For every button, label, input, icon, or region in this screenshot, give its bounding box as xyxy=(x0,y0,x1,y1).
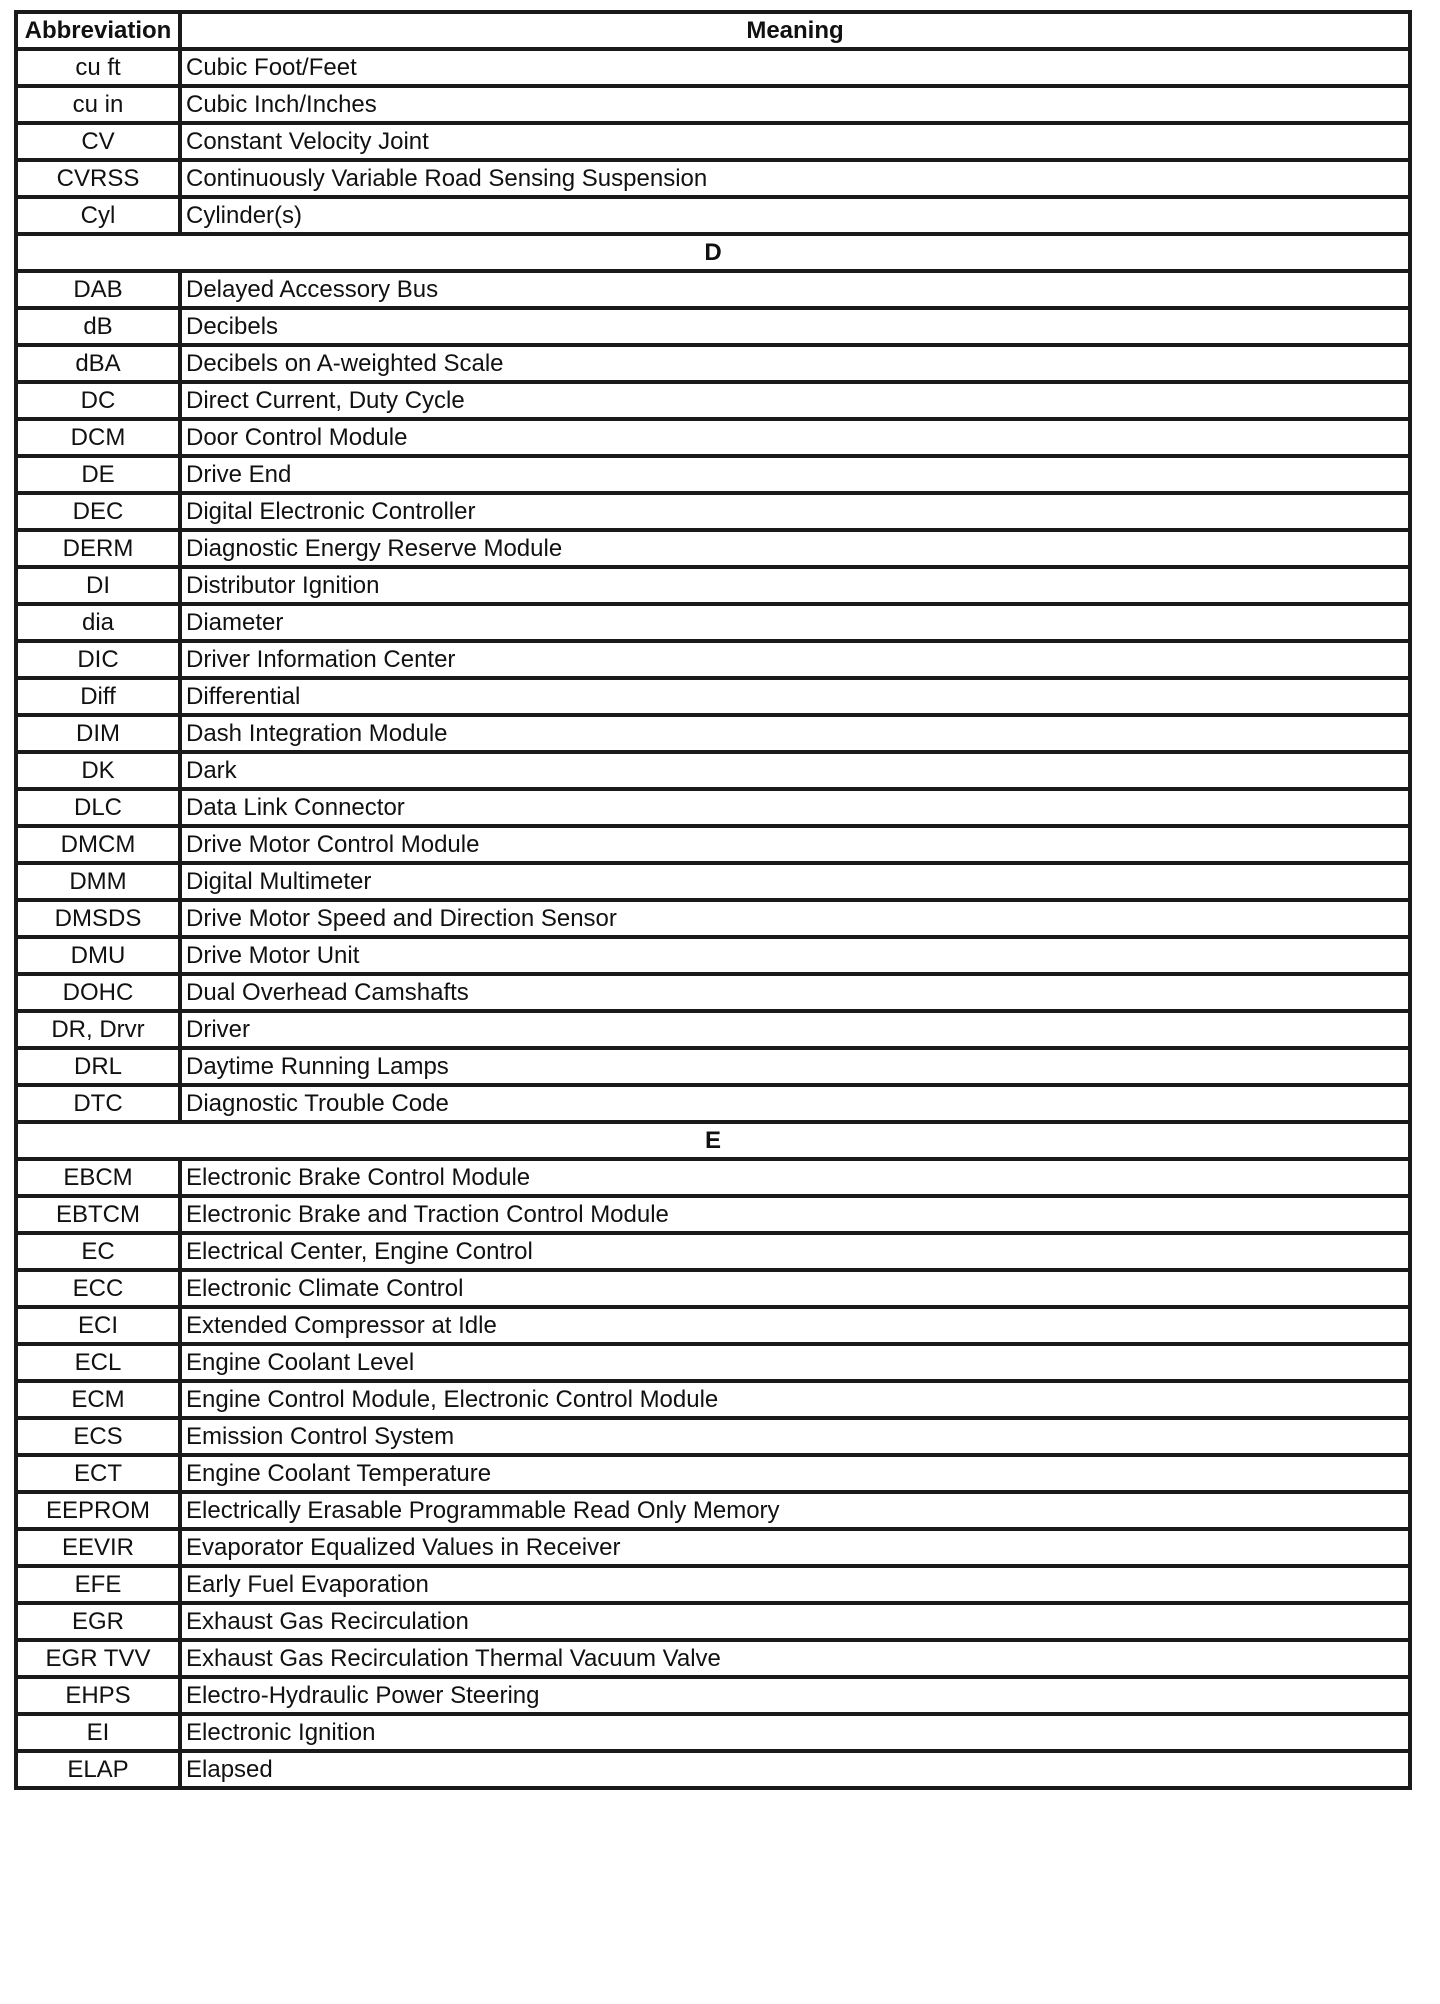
header-row xyxy=(16,12,1410,49)
abbreviation-cell: DCM xyxy=(16,419,180,456)
meaning-cell: Drive Motor Unit xyxy=(180,937,1410,974)
meaning-cell: Exhaust Gas Recirculation Thermal Vacuum Valve xyxy=(180,1640,1410,1677)
abbreviation-cell: DAB xyxy=(16,271,180,308)
meaning-cell: Daytime Running Lamps xyxy=(180,1048,1410,1085)
meaning-cell: Continuously Variable Road Sensing Suspension xyxy=(180,160,1410,197)
meaning-cell: Emission Control System xyxy=(180,1418,1410,1455)
abbreviation-cell: ECT xyxy=(16,1455,180,1492)
abbreviation-cell: EC xyxy=(16,1233,180,1270)
abbreviation-cell: EGR xyxy=(16,1603,180,1640)
meaning-cell: Drive End xyxy=(180,456,1410,493)
table-row xyxy=(16,308,1410,345)
abbreviation-cell: DMSDS xyxy=(16,900,180,937)
column-header-meaning: Meaning xyxy=(180,12,1410,49)
table-row xyxy=(16,530,1410,567)
table-row xyxy=(16,567,1410,604)
column-header-abbreviation: Abbreviation xyxy=(16,12,180,49)
table-row xyxy=(16,863,1410,900)
table-row xyxy=(16,382,1410,419)
table-row xyxy=(16,1196,1410,1233)
meaning-cell: Electronic Brake Control Module xyxy=(180,1159,1410,1196)
meaning-cell: Engine Coolant Level xyxy=(180,1344,1410,1381)
table-row xyxy=(16,1048,1410,1085)
table-row xyxy=(16,1418,1410,1455)
abbreviation-cell: Diff xyxy=(16,678,180,715)
table-row xyxy=(16,1381,1410,1418)
abbreviation-cell: DC xyxy=(16,382,180,419)
section-header-row xyxy=(16,234,1410,271)
table-row xyxy=(16,1307,1410,1344)
meaning-cell: Electro-Hydraulic Power Steering xyxy=(180,1677,1410,1714)
meaning-cell: Delayed Accessory Bus xyxy=(180,271,1410,308)
abbreviation-cell: DMM xyxy=(16,863,180,900)
meaning-cell: Diagnostic Trouble Code xyxy=(180,1085,1410,1122)
table-row xyxy=(16,197,1410,234)
abbreviation-cell: DI xyxy=(16,567,180,604)
meaning-cell: Dark xyxy=(180,752,1410,789)
abbreviation-cell: ECM xyxy=(16,1381,180,1418)
abbreviation-cell: DIC xyxy=(16,641,180,678)
meaning-cell: Engine Coolant Temperature xyxy=(180,1455,1410,1492)
abbreviation-cell: CVRSS xyxy=(16,160,180,197)
abbreviation-cell: EEVIR xyxy=(16,1529,180,1566)
abbreviation-cell: ECC xyxy=(16,1270,180,1307)
table-row xyxy=(16,937,1410,974)
meaning-cell: Elapsed xyxy=(180,1751,1410,1788)
meaning-cell: Early Fuel Evaporation xyxy=(180,1566,1410,1603)
abbreviation-cell: DMCM xyxy=(16,826,180,863)
table-row xyxy=(16,1011,1410,1048)
table-row xyxy=(16,900,1410,937)
meaning-cell: Extended Compressor at Idle xyxy=(180,1307,1410,1344)
abbreviation-cell: DLC xyxy=(16,789,180,826)
abbreviation-cell: cu in xyxy=(16,86,180,123)
abbreviation-cell: DK xyxy=(16,752,180,789)
meaning-cell: Door Control Module xyxy=(180,419,1410,456)
table-row xyxy=(16,1344,1410,1381)
abbreviation-cell: EHPS xyxy=(16,1677,180,1714)
table-row xyxy=(16,1085,1410,1122)
table-row xyxy=(16,1677,1410,1714)
meaning-cell: Drive Motor Control Module xyxy=(180,826,1410,863)
abbreviation-cell: EFE xyxy=(16,1566,180,1603)
table-body xyxy=(16,49,1410,1788)
abbreviation-cell: ECS xyxy=(16,1418,180,1455)
abbreviation-cell: EEPROM xyxy=(16,1492,180,1529)
table-row xyxy=(16,493,1410,530)
meaning-cell: Driver Information Center xyxy=(180,641,1410,678)
abbreviation-cell: DR, Drvr xyxy=(16,1011,180,1048)
table-row xyxy=(16,1714,1410,1751)
abbreviation-cell: Cyl xyxy=(16,197,180,234)
table-row xyxy=(16,678,1410,715)
meaning-cell: Electrical Center, Engine Control xyxy=(180,1233,1410,1270)
abbreviation-cell: ECI xyxy=(16,1307,180,1344)
table-row xyxy=(16,1233,1410,1270)
table-row xyxy=(16,456,1410,493)
meaning-cell: Cubic Inch/Inches xyxy=(180,86,1410,123)
abbreviation-cell: DIM xyxy=(16,715,180,752)
meaning-cell: Diameter xyxy=(180,604,1410,641)
meaning-cell: Constant Velocity Joint xyxy=(180,123,1410,160)
meaning-cell: Digital Multimeter xyxy=(180,863,1410,900)
meaning-cell: Cylinder(s) xyxy=(180,197,1410,234)
table-row xyxy=(16,1455,1410,1492)
table-row xyxy=(16,752,1410,789)
meaning-cell: Direct Current, Duty Cycle xyxy=(180,382,1410,419)
abbreviation-cell: ELAP xyxy=(16,1751,180,1788)
table-row xyxy=(16,604,1410,641)
meaning-cell: Dash Integration Module xyxy=(180,715,1410,752)
table-row xyxy=(16,1751,1410,1788)
table-row xyxy=(16,86,1410,123)
abbreviation-cell: ECL xyxy=(16,1344,180,1381)
meaning-cell: Engine Control Module, Electronic Control Module xyxy=(180,1381,1410,1418)
abbreviation-cell: EI xyxy=(16,1714,180,1751)
meaning-cell: Exhaust Gas Recirculation xyxy=(180,1603,1410,1640)
meaning-cell: Cubic Foot/Feet xyxy=(180,49,1410,86)
abbreviation-table xyxy=(14,10,1412,1790)
section-letter: E xyxy=(16,1122,1410,1159)
abbreviation-cell: dB xyxy=(16,308,180,345)
meaning-cell: Distributor Ignition xyxy=(180,567,1410,604)
abbreviation-cell: EBTCM xyxy=(16,1196,180,1233)
meaning-cell: Electronic Climate Control xyxy=(180,1270,1410,1307)
meaning-cell: Electrically Erasable Programmable Read Only Memory xyxy=(180,1492,1410,1529)
meaning-cell: Driver xyxy=(180,1011,1410,1048)
table-row xyxy=(16,345,1410,382)
meaning-cell: Electronic Ignition xyxy=(180,1714,1410,1751)
table-row xyxy=(16,123,1410,160)
table-row xyxy=(16,1529,1410,1566)
abbreviation-cell: DTC xyxy=(16,1085,180,1122)
meaning-cell: Data Link Connector xyxy=(180,789,1410,826)
abbreviation-cell: DMU xyxy=(16,937,180,974)
meaning-cell: Diagnostic Energy Reserve Module xyxy=(180,530,1410,567)
meaning-cell: Differential xyxy=(180,678,1410,715)
table-row xyxy=(16,974,1410,1011)
abbreviation-cell: DRL xyxy=(16,1048,180,1085)
table-row xyxy=(16,1492,1410,1529)
abbreviation-cell: DERM xyxy=(16,530,180,567)
table-row xyxy=(16,1603,1410,1640)
table-row xyxy=(16,160,1410,197)
table-row xyxy=(16,1640,1410,1677)
table-row xyxy=(16,641,1410,678)
table-row xyxy=(16,1159,1410,1196)
section-header-row xyxy=(16,1122,1410,1159)
meaning-cell: Digital Electronic Controller xyxy=(180,493,1410,530)
table-row xyxy=(16,789,1410,826)
table-row xyxy=(16,826,1410,863)
section-letter: D xyxy=(16,234,1410,271)
meaning-cell: Decibels on A-weighted Scale xyxy=(180,345,1410,382)
table-row xyxy=(16,1566,1410,1603)
table-row xyxy=(16,271,1410,308)
abbreviation-cell: dia xyxy=(16,604,180,641)
table-row xyxy=(16,715,1410,752)
table-row xyxy=(16,419,1410,456)
meaning-cell: Decibels xyxy=(180,308,1410,345)
abbreviation-cell: EBCM xyxy=(16,1159,180,1196)
abbreviation-cell: DE xyxy=(16,456,180,493)
abbreviation-cell: EGR TVV xyxy=(16,1640,180,1677)
table-row xyxy=(16,1270,1410,1307)
abbreviation-cell: DEC xyxy=(16,493,180,530)
abbreviation-cell: DOHC xyxy=(16,974,180,1011)
meaning-cell: Evaporator Equalized Values in Receiver xyxy=(180,1529,1410,1566)
table-row xyxy=(16,49,1410,86)
abbreviation-cell: cu ft xyxy=(16,49,180,86)
meaning-cell: Dual Overhead Camshafts xyxy=(180,974,1410,1011)
abbreviation-cell: dBA xyxy=(16,345,180,382)
meaning-cell: Drive Motor Speed and Direction Sensor xyxy=(180,900,1410,937)
abbreviation-cell: CV xyxy=(16,123,180,160)
meaning-cell: Electronic Brake and Traction Control Module xyxy=(180,1196,1410,1233)
